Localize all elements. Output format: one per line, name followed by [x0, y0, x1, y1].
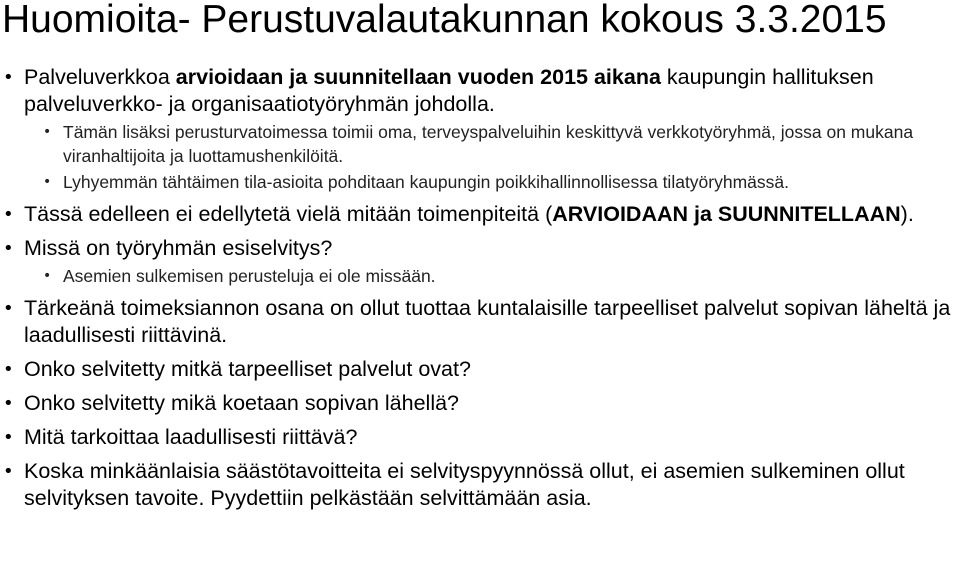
bullet-list: [0, 64, 960, 512]
bullet-text: Asemien sulkemisen perusteluja ei ole missään.: [63, 266, 436, 286]
bullet-item: [0, 390, 960, 417]
bullet-text: Tärkeänä toimeksiannon osana on ollut tuottaa kuntalaisille tarpeelliset palvelut sopivan läheltä ja laadullisesti riittävinä.: [24, 296, 951, 347]
bullet-dot-icon: •: [3, 204, 14, 225]
bullet-item: [0, 424, 960, 451]
bold-text: ARVIOIDAAN ja SUUNNITELLAAN: [552, 202, 901, 226]
text-run: Tässä edelleen ei edellytetä vielä mitään toimenpiteitä (: [24, 202, 553, 226]
bullet-text: Koska minkäänlaisia säästötavoitteita ei selvityspyynnössä ollut, ei asemien sulkeminen ollut selvityksen tavoite. Pyydettiin pelkästään selvittämään asia.: [24, 459, 905, 510]
bullet-dot-icon: •: [43, 268, 52, 284]
bullet-dot-icon: •: [3, 67, 14, 88]
bullet-dot-icon: •: [3, 298, 14, 319]
bullet-text: Onko selvitetty mitkä tarpeelliset palvelut ovat?: [24, 357, 471, 381]
text-run: Palveluverkkoa: [24, 65, 176, 89]
bullet-dot-icon: •: [3, 393, 14, 414]
bullet-dot-icon: •: [3, 359, 14, 380]
bullet-item: [0, 201, 960, 228]
bullet-item: [0, 64, 960, 118]
bold-text: arvioidaan ja suunnitellaan vuoden 2015 aikana: [175, 65, 661, 89]
bullet-text: Tämän lisäksi perusturvatoimessa toimii oma, terveyspalveluihin keskittyvä verkkotyöryhmä, jossa on mukana viranhaltijoita ja luottamushenkilöitä.: [63, 122, 914, 166]
bullet-dot-icon: •: [3, 238, 14, 259]
bullet-text: Onko selvitetty mikä koetaan sopivan lähellä?: [24, 391, 460, 415]
text-run: ).: [900, 202, 914, 226]
sub-bullet-item: [0, 264, 960, 288]
bullet-text: Lyhyemmän tähtäimen tila-asioita pohditaan kaupungin poikkihallinnollisessa tilatyöryhmässä.: [63, 172, 790, 192]
bullet-text: Missä on työryhmän esiselvitys?: [24, 236, 333, 260]
bullet-dot-icon: •: [3, 427, 14, 448]
bullet-text: Mitä tarkoittaa laadullisesti riittävä?: [24, 425, 358, 449]
bullet-item: [0, 235, 960, 262]
bullet-dot-icon: •: [43, 124, 52, 140]
bullet-dot-icon: •: [43, 174, 52, 190]
text-run: kaupungin hallituksen palveluverkko- ja organisaatiotyöryhmän johdolla.: [24, 65, 874, 116]
bullet-item: [0, 458, 960, 512]
slide-title: Huomioita- Perustuvalautakunnan kokous 3.3.2015: [2, 0, 887, 41]
bullet-text: [24, 202, 914, 226]
bullet-item: [0, 295, 960, 349]
bullet-item: [0, 356, 960, 383]
sub-bullet-item: [0, 120, 960, 168]
sub-bullet-item: [0, 170, 960, 194]
bullet-text: [24, 65, 874, 116]
bullet-dot-icon: •: [3, 461, 14, 482]
